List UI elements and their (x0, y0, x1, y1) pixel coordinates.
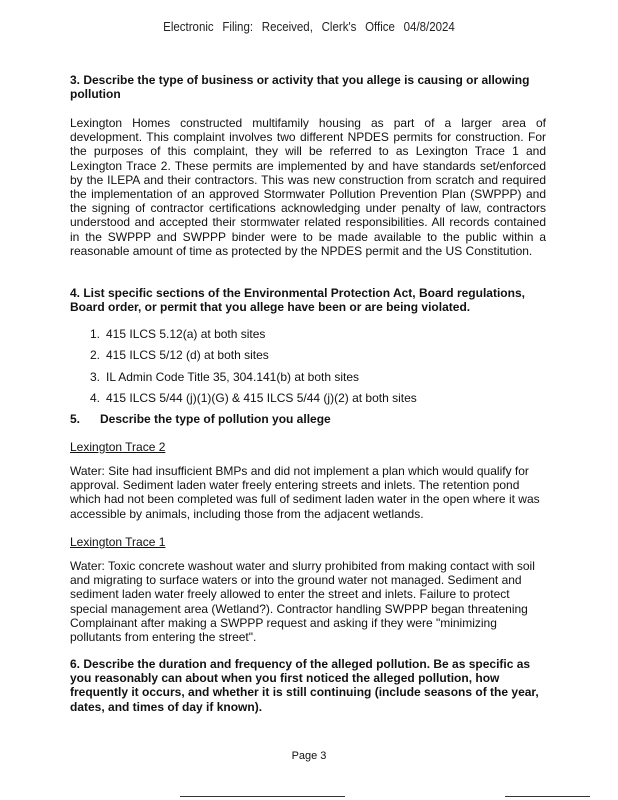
question-5-heading (70, 412, 546, 426)
violation-item (90, 327, 265, 341)
trace-1-title: Lexington Trace 1 (70, 535, 166, 549)
page-number: Page 3 (291, 750, 327, 762)
date-line (505, 796, 590, 797)
trace-2-body: Water: Site had insufficient BMPs and did not implement a plan which would qualify for approval. Sediment laden water freely entering streets and inlets. The retention pond which had not been completed was full of sediment laden water in the open where it was accessible by animals, including those from the adjacent wetlands. (70, 464, 540, 521)
violation-item (90, 391, 417, 405)
question-5-number: 5. (70, 412, 81, 426)
item-text: 415 ILCS 5/44 (j)(1)(G) & 415 ILCS 5/44 (j)(2) at both sites (106, 391, 417, 405)
item-number: 1. (90, 327, 101, 341)
question-3-heading: 3. Describe the type of business or activity that you allege is causing or allowing pollution (70, 73, 530, 102)
question-6-heading: 6. Describe the duration and frequency of the alleged pollution. Be as specific as you reasonably can about when you first noticed the alleged pollution, how frequently it occurs, and whether it is still continuing (include seasons of the year, dates, and times of day if known). (70, 657, 539, 714)
filing-stamp-header: Electronic Filing: Received, Clerk's Office 04/8/2024 (163, 20, 455, 34)
trace-2-title: Lexington Trace 2 (70, 440, 166, 454)
signature-line (180, 796, 345, 797)
trace-1-body: Water: Toxic concrete washout water and slurry prohibited from making contact with soil and migrating to surface waters or into the ground water not managed. Sediment and sediment laden water freely allowed to enter the street and inlets. Failure to protect special management area (Wetland?). Contractor handling SWPPP began threatening Complainant after making a SWPPP request and asking if they were "minimizing pollutants from entering the street". (70, 559, 535, 645)
item-number: 3. (90, 370, 101, 384)
question-5-text: Describe the type of pollution you allege (100, 412, 331, 426)
item-number: 2. (90, 348, 101, 362)
violation-item (90, 370, 359, 384)
question-3-body: Lexington Homes constructed multifamily housing as part of a larger area of development. This complaint involves two different NPDES permits for construction. For the purposes of this complaint, they will be referred to as Lexington Trace 1 and Lexington Trace 2. These permits are implemented by and have standards set/enforced by the ILEPA and their contractors. This was new construction from scratch and required the implementation of an approved Stormwater Pollution Prevention Plan (SWPPP) and the signing of contractor certifications acknowledging under penalty of law, contractors understood and accepted their stormwater related responsibilities. All records contained in the SWPPP and SWPPP binder were to be made available to the public within a reasonable amount of time as protected by the NPDES permit and the US Constitution. (70, 116, 546, 258)
item-text: IL Admin Code Title 35, 304.141(b) at both sites (106, 370, 360, 384)
violation-item (90, 348, 269, 362)
question-4-heading: 4. List specific sections of the Environmental Protection Act, Board regulations, Board order, or permit that you allege have been or are being violated. (70, 286, 525, 315)
item-text: 415 ILCS 5.12(a) at both sites (106, 327, 266, 341)
item-text: 415 ILCS 5/12 (d) at both sites (106, 348, 269, 362)
item-number: 4. (90, 391, 101, 405)
